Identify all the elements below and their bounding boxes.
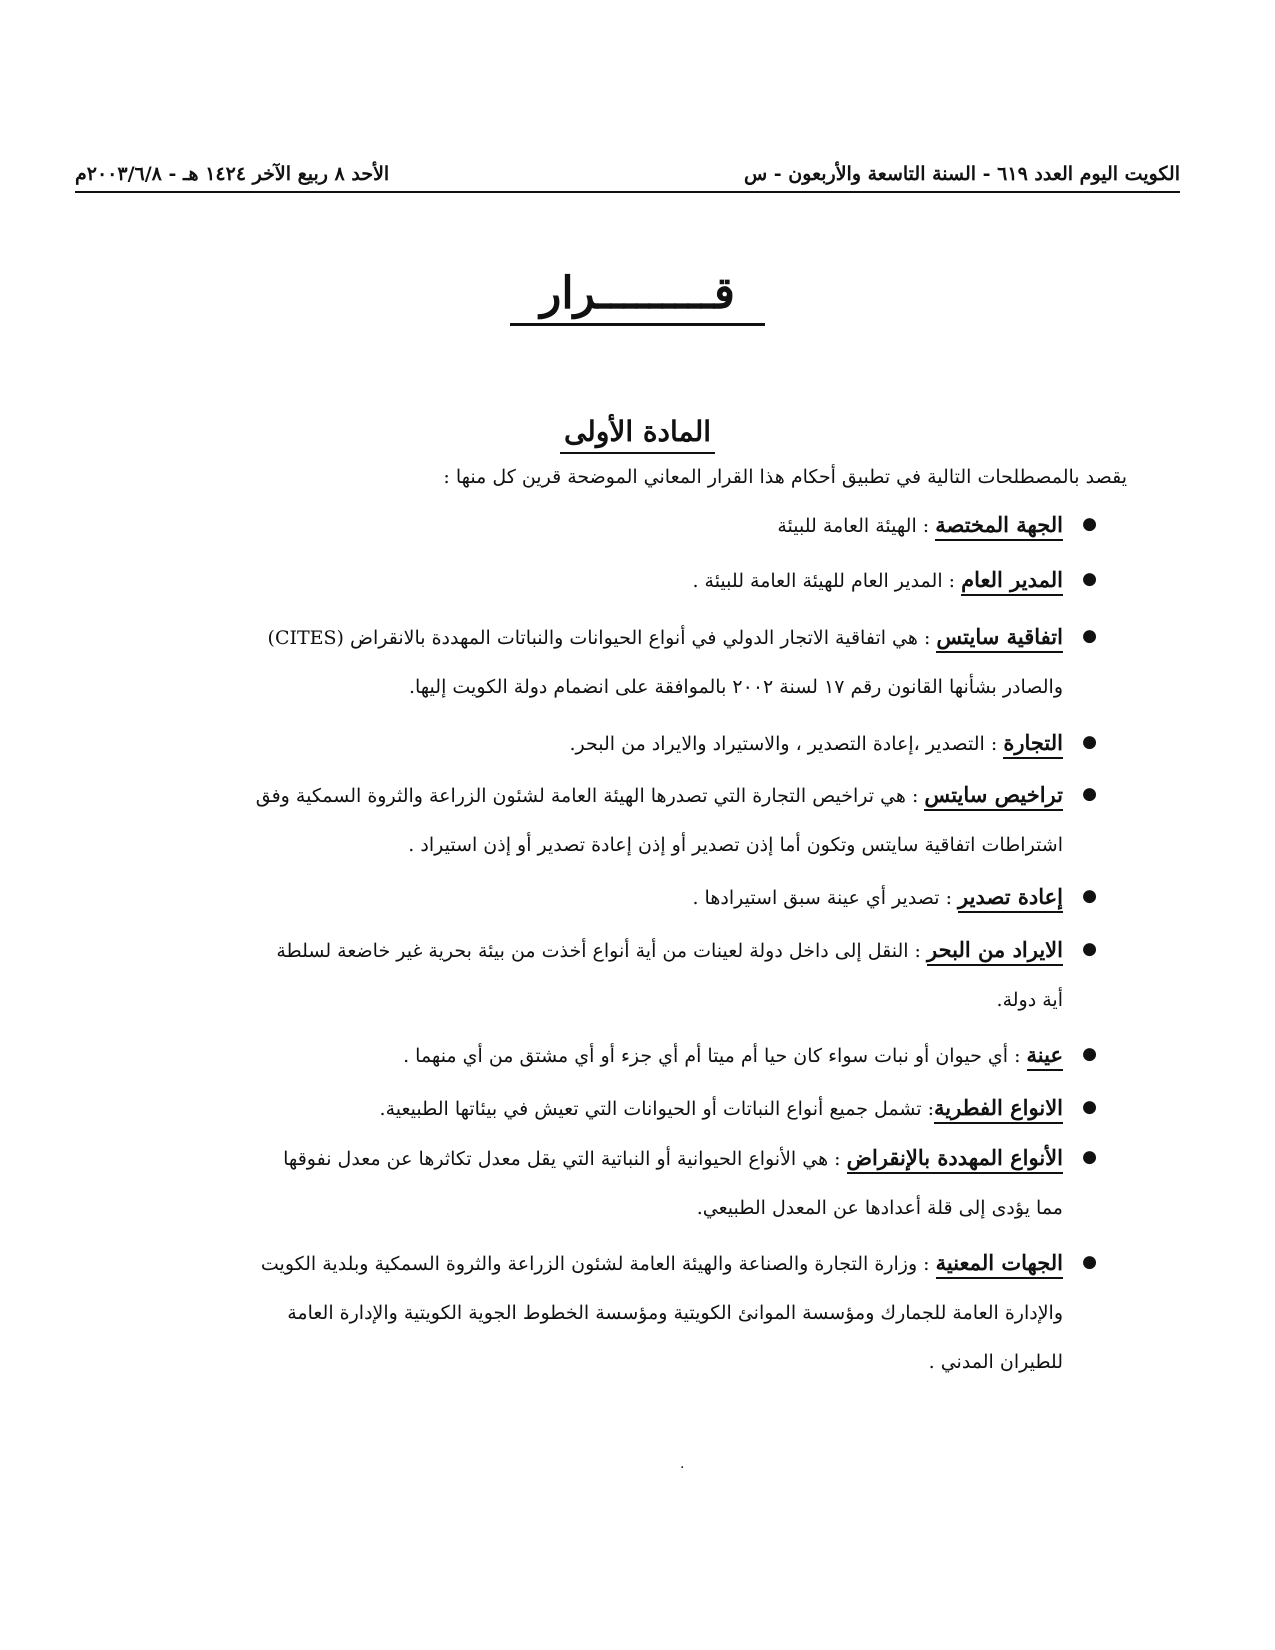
definition-separator: : — [917, 627, 937, 649]
definition-first-line — [193, 500, 1097, 551]
definition-continuation-line — [193, 1338, 1063, 1387]
definition-first-line — [193, 612, 1097, 663]
definition-text: والإدارة العامة للجمارك ومؤسسة الموانئ الكويتية ومؤسسة الخطوط الجوية الكويتية والإدارة العامة — [287, 1302, 1063, 1324]
definition-text: مما يؤدى إلى قلة أعدادها عن المعدل الطبيعي. — [696, 1197, 1063, 1219]
definition-text: تشمل جميع أنواع النباتات أو الحيوانات التي تعيش في بيئاتها الطبيعية. — [379, 1098, 922, 1120]
definition-continuation-line — [193, 1184, 1063, 1233]
definition-first-line — [193, 872, 1097, 923]
definition-item — [193, 612, 1097, 712]
definition-separator: : — [917, 1253, 936, 1275]
definition-term: الجهة المختصة — [935, 512, 1063, 541]
definition-first-line — [193, 1133, 1097, 1184]
bullet-icon: ● — [1082, 732, 1097, 752]
definition-term: الأنواع المهددة بالإنقراض — [847, 1145, 1063, 1174]
definition-text: النقل إلى داخل دولة لعينات من أية أنواع أخذت من بيئة بحرية غير خاضعة لسلطة — [276, 940, 909, 962]
definition-separator: : — [908, 940, 927, 962]
definition-term: الجهات المعنية — [936, 1250, 1063, 1279]
bullet-icon: ● — [1082, 1097, 1097, 1117]
bullet-icon: ● — [1082, 939, 1097, 959]
definition-text: هي اتفاقية الاتجار الدولي في أنواع الحيوانات والنباتات المهددة بالانقراض (CITES) — [267, 627, 918, 649]
definition-first-line — [193, 1238, 1097, 1289]
definition-separator: : — [1008, 1045, 1027, 1067]
bullet-icon: ● — [1082, 569, 1097, 589]
definition-first-line — [193, 555, 1097, 606]
definition-item — [193, 1133, 1097, 1233]
definition-text: التصدير ،إعادة التصدير ، والاستيراد والايراد من البحر. — [569, 733, 985, 755]
bullet-icon: ● — [1082, 886, 1097, 906]
definition-continuation-line — [193, 1289, 1063, 1338]
definition-term: اتفاقية سايتس — [936, 624, 1063, 653]
definition-term: تراخيص سايتس — [924, 782, 1063, 811]
definition-text: أية دولة. — [996, 989, 1063, 1011]
bullet-icon: ● — [1082, 784, 1097, 804]
definition-item — [193, 1083, 1097, 1134]
definition-first-line — [193, 925, 1097, 976]
definition-continuation-line — [193, 976, 1063, 1025]
definition-first-line — [193, 1083, 1097, 1134]
header-date: الأحد ٨ ربيع الآخر ١٤٢٤ هـ - ٢٠٠٣/٦/٨م — [75, 163, 390, 185]
definition-item — [193, 718, 1097, 769]
definition-separator: : — [939, 887, 959, 909]
header-issue: الكويت اليوم العدد ٦١٩ - السنة التاسعة والأربعون - س — [744, 163, 1180, 185]
definition-item — [193, 925, 1097, 1025]
intro-paragraph: يقصد بالمصطلحات التالية في تطبيق أحكام هذا القرار المعاني الموضحة قرين كل منها : — [443, 466, 1127, 488]
footer-mark: . — [680, 1456, 685, 1472]
definition-item — [193, 770, 1097, 870]
definition-separator: : — [905, 785, 925, 807]
definition-first-line — [193, 1030, 1097, 1081]
definition-item — [193, 555, 1097, 606]
definition-item — [193, 1030, 1097, 1081]
definition-text: هي الأنواع الحيوانية أو النباتية التي يقل معدل تكاثرها عن معدل نفوقها — [283, 1148, 829, 1170]
definition-term: إعادة تصدير — [958, 884, 1063, 913]
definition-separator: : — [828, 1148, 847, 1170]
bullet-icon: ● — [1082, 626, 1097, 646]
definition-text: المدير العام للهيئة العامة للبيئة . — [692, 570, 943, 592]
definition-term: الانواع الفطرية — [934, 1095, 1063, 1124]
definition-term: المدير العام — [961, 567, 1063, 596]
bullet-icon: ● — [1082, 1147, 1097, 1167]
definition-separator: : — [984, 733, 1004, 755]
definition-text: الهيئة العامة للبيئة — [777, 515, 917, 537]
definition-item — [193, 1238, 1097, 1387]
article-heading: المادة الأولى — [0, 415, 1275, 454]
definition-separator: : — [916, 515, 936, 537]
definition-item — [193, 872, 1097, 923]
definition-term: الايراد من البحر — [927, 937, 1063, 966]
bullet-icon: ● — [1082, 514, 1097, 534]
definition-item — [193, 500, 1097, 551]
definition-first-line — [193, 770, 1097, 821]
definition-text: أي حيوان أو نبات سواء كان حيا أم ميتا أم أي جزء أو أي مشتق من أي منهما . — [403, 1045, 1009, 1067]
definition-term: التجارة — [1003, 730, 1063, 759]
definition-term: عينة — [1027, 1042, 1063, 1071]
definition-text: هي تراخيص التجارة التي تصدرها الهيئة العامة لشئون الزراعة والثروة السمكية وفق — [255, 785, 906, 807]
definition-text: وزارة التجارة والصناعة والهيئة العامة لشئون الزراعة والثروة السمكية وبلدية الكويت — [260, 1253, 918, 1275]
definition-continuation-line — [193, 663, 1063, 712]
bullet-icon: ● — [1082, 1044, 1097, 1064]
definition-separator: : — [942, 570, 962, 592]
decision-title: قـــــــــرار — [0, 268, 1275, 326]
definition-continuation-line — [193, 821, 1063, 870]
bullet-icon: ● — [1082, 1252, 1097, 1272]
definition-text: تصدير أي عينة سبق استيرادها . — [692, 887, 940, 909]
definition-text: اشتراطات اتفاقية سايتس وتكون أما إذن تصدير أو إذن إعادة تصدير أو إذن استيراد . — [408, 834, 1063, 856]
definition-first-line — [193, 718, 1097, 769]
definition-text: للطيران المدني . — [928, 1351, 1063, 1373]
definition-separator: : — [921, 1098, 935, 1120]
definition-text: والصادر بشأنها القانون رقم ١٧ لسنة ٢٠٠٢ بالموافقة على انضمام دولة الكويت إليها. — [408, 676, 1063, 698]
